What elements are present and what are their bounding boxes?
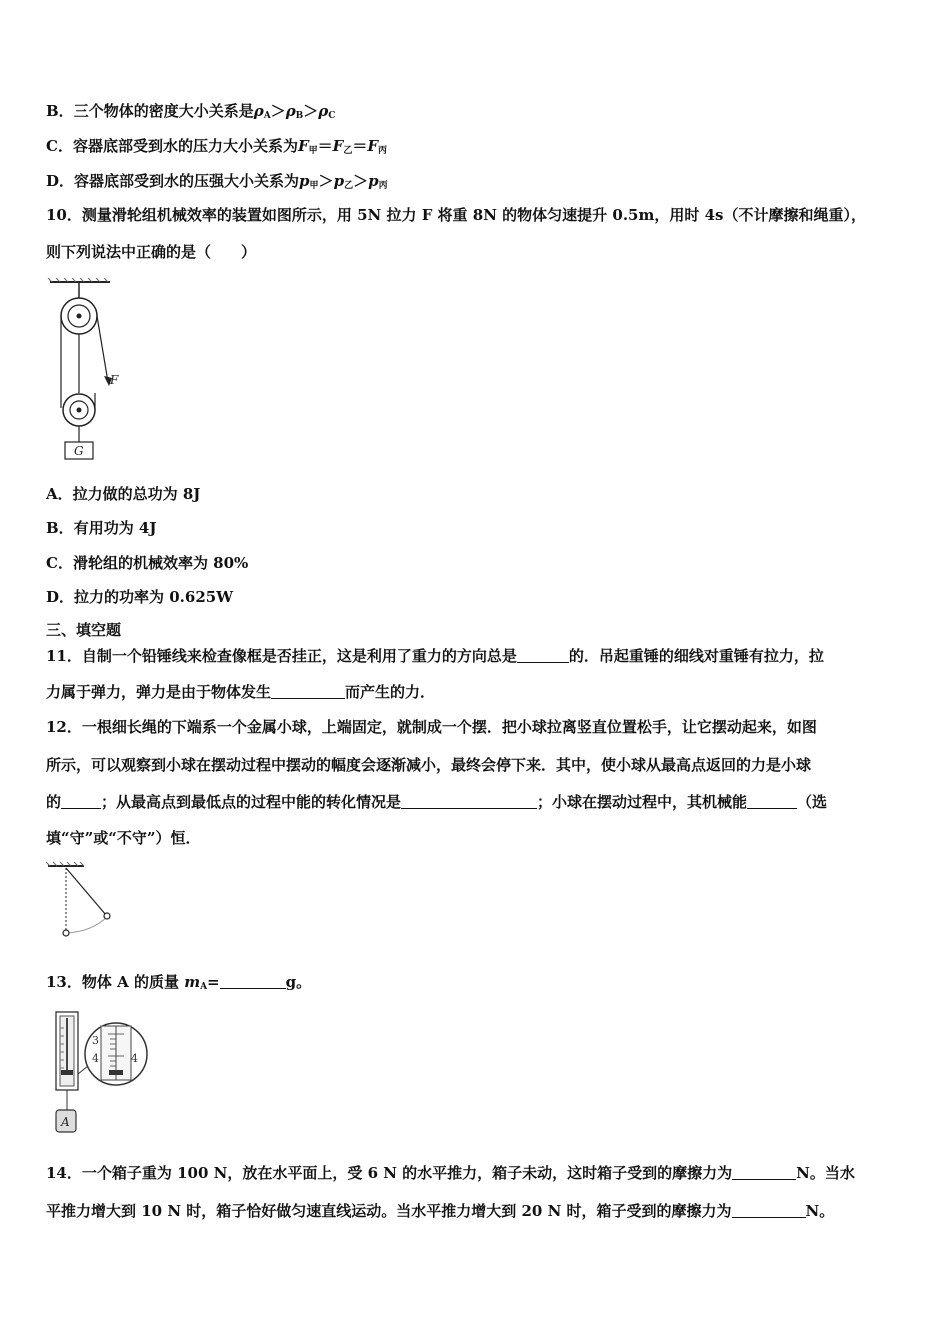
- ball-highest: [104, 913, 110, 919]
- q9-option-d: D．容器底部受到水的压强大小关系为$p_甲>p_乙>p_丙$: [46, 172, 388, 191]
- q14-blank-2[interactable]: [732, 1203, 806, 1218]
- q10-option-b: B．有用功为 4J: [46, 519, 157, 537]
- q10-option-a: A．拉力做的总功为 8J: [46, 485, 201, 503]
- q10-option-d: D．拉力的功率为 0.625W: [46, 588, 234, 606]
- q12-blank-2[interactable]: [401, 794, 537, 809]
- weight-label: G: [74, 444, 84, 458]
- pulley-figure: [46, 278, 136, 464]
- q12-line4: 填“守”或“不守”）恒．: [46, 829, 201, 847]
- q10-stem-line1: 10．测量滑轮组机械效率的装置如图所示，用 5N 拉力 F 将重 8N 的物体匀速提升 0.5m，用时 4s（不计摩擦和绳重），: [46, 206, 866, 224]
- scale-label-4-right: 4: [131, 1052, 138, 1065]
- q14-blank-1[interactable]: [732, 1165, 796, 1180]
- q9-option-c: C．容器底部受到水的压力大小关系为$F_甲=F_乙=F_丙$: [46, 137, 388, 156]
- pendulum-figure: [46, 860, 126, 942]
- q12-line1: 12．一根细长绳的下端系一个金属小球，上端固定，就制成一个摆．把小球拉离竖直位置松手，让它摆动起来，如图: [46, 718, 817, 736]
- q12-line3: 的 ；从最高点到最低点的过程中能的转化情况是 ；小球在摆动过程中，其机械能 （选: [46, 793, 828, 811]
- q10-option-c: C．滑轮组的机械效率为 80%: [46, 554, 249, 572]
- q10-stem-line2: 则下列说法中正确的是（ ）: [46, 243, 257, 261]
- q11-blank-1[interactable]: [517, 648, 569, 663]
- scale-label-4-left: 4: [92, 1052, 99, 1065]
- q14-line1: 14．一个箱子重为 100 N，放在水平面上，受 6 N 的水平推力，箱子未动，这时箱子受到的摩擦力为 N。当水: [46, 1164, 855, 1182]
- force-label: F: [110, 373, 119, 387]
- scale-label-3: 3: [92, 1034, 99, 1047]
- q12-blank-1[interactable]: [61, 794, 101, 809]
- q9-option-b: B．三个物体的密度大小关系是$\rho_A>\rho_B>\rho_C$: [46, 102, 336, 121]
- q11-blank-2[interactable]: [271, 684, 345, 699]
- spring-scale-figure: [46, 1004, 156, 1138]
- q11-line1: 11．自制一个铅锤线来检查像框是否挂正，这是利用了重力的方向总是 的．吊起重锤的细线对重锤有拉力，拉: [46, 647, 824, 665]
- q12-line2: 所示，可以观察到小球在摆动过程中摆动的幅度会逐渐减小，最终会停下来．其中，使小球从最高点返回的力是小球: [46, 756, 812, 774]
- q12-blank-3[interactable]: [747, 794, 797, 809]
- q11-line2: 力属于弹力，弹力是由于物体发生 而产生的力．: [46, 683, 436, 701]
- q14-line2: 平推力增大到 10 N 时，箱子恰好做匀速直线运动。当水平推力增大到 20 N 时，箱子受到的摩擦力为 N。: [46, 1202, 835, 1220]
- q13-blank[interactable]: [220, 974, 286, 989]
- q13-stem: 13．物体 A 的质量 $m_A= g$。: [46, 973, 312, 992]
- section-title: 三、填空题: [46, 621, 122, 639]
- ball-lowest: [63, 930, 69, 936]
- object-a-label: A: [61, 1115, 70, 1129]
